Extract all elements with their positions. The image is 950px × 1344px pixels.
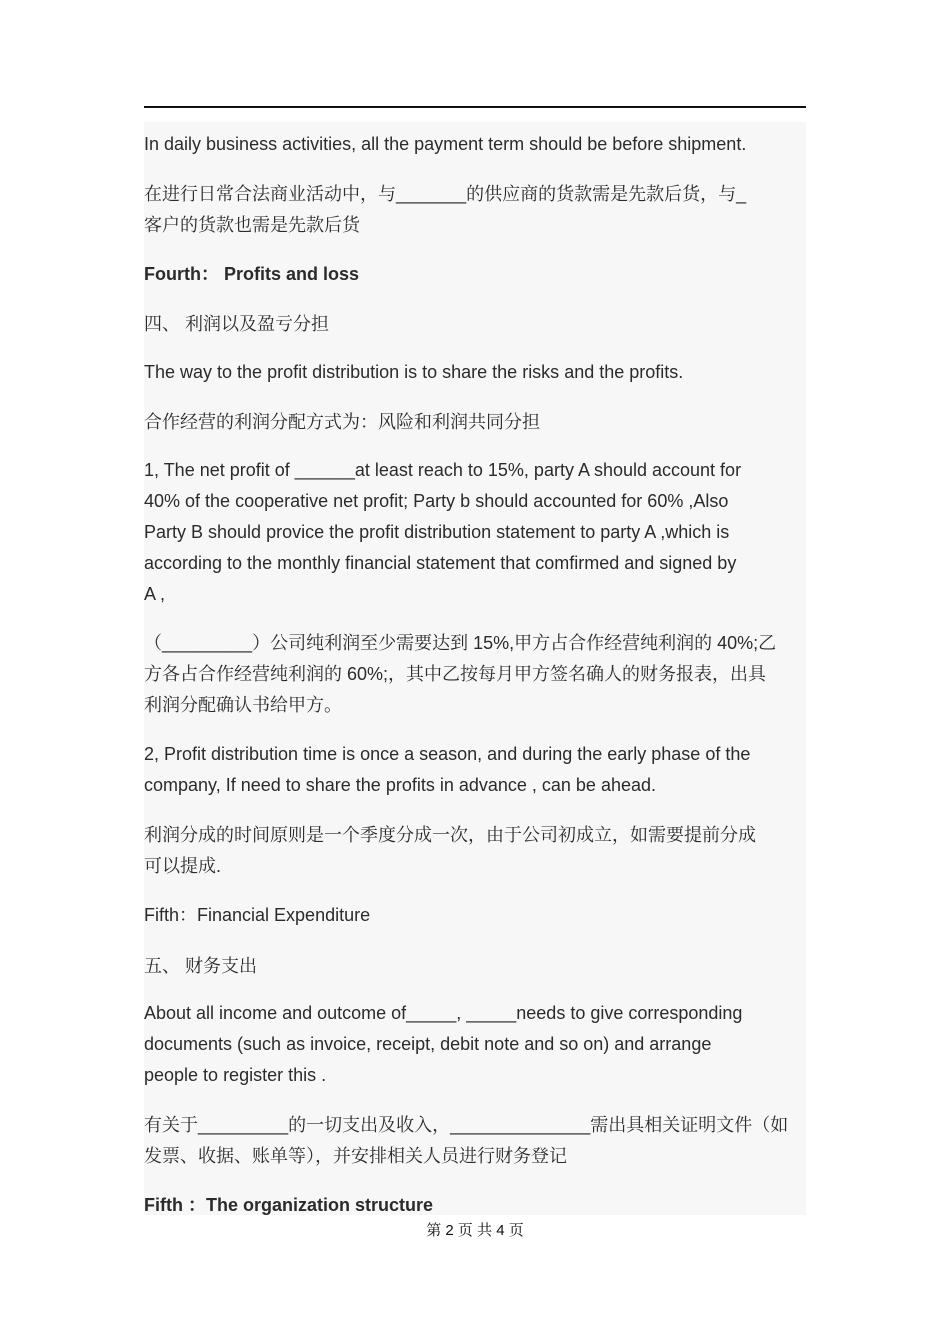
page-footer: 第 2 页 共 4 页 xyxy=(426,1222,524,1239)
paragraph-profit-way-en: The way to the profit distribution is to share the risks and the profits. xyxy=(144,362,684,382)
header-rule xyxy=(144,106,806,108)
paragraph-distribution-time-en: 2, Profit distribution time is once a season, and during the early phase of the company, If need to share the profits in advance , can be ahead. xyxy=(144,744,751,795)
paragraph-distribution-time-cn: 利润分成的时间原则是一个季度分成一次，由于公司初成立，如需要提前分成 可以提成. xyxy=(144,825,756,876)
heading-fifth-organization: Fifth ：The organization structure xyxy=(144,1195,434,1215)
paragraph-net-profit-cn: （_________）公司纯利润至少需要达到 15%,甲方占合作经营纯利润的 40%;乙 方各占合作经营纯利润的 60%;，其中乙按每月甲方签名确人的财务报表，出具 利润分配确认书给甲方。 xyxy=(144,633,777,715)
heading-fourth-en: Fourth： Profits and loss xyxy=(144,264,360,284)
heading-fourth-cn: 四、 利润以及盈亏分担 xyxy=(144,314,329,334)
paragraph-net-profit-en: 1, The net profit of ______at least reach to 15%, party A should account for 40% of the cooperative net profit; Party b should accounted for 60% ,Also Party B should provice the profit distribution statement to party A ,which is according to the monthly financial statement that comfirmed and signed by A , xyxy=(144,460,742,604)
heading-fifth-financial-cn: 五、 财务支出 xyxy=(144,956,258,976)
paragraph-profit-way-cn: 合作经营的利润分配方式为：风险和利润共同分担 xyxy=(144,412,540,432)
paragraph-income-outcome-en: About all income and outcome of_____, _____needs to give corresponding documents (such as invoice, receipt, debit note and so on) and arrange people to register this . xyxy=(144,1003,743,1085)
paragraph-income-outcome-cn: 有关于_________的一切支出及收入，______________需出具相关证明文件（如 发票、收据、账单等），并安排相关人员进行财务登记 xyxy=(144,1115,789,1166)
document-body xyxy=(144,122,806,1215)
heading-fifth-financial-en: Fifth：Financial Expenditure xyxy=(144,905,371,925)
paragraph-payment-term-cn: 在进行日常合法商业活动中，与_______的供应商的货款需是先款后货，与_ 客户的货款也需是先款后货 xyxy=(144,184,747,235)
paragraph-payment-term-en: In daily business activities, all the payment term should be before shipment. xyxy=(144,134,747,154)
